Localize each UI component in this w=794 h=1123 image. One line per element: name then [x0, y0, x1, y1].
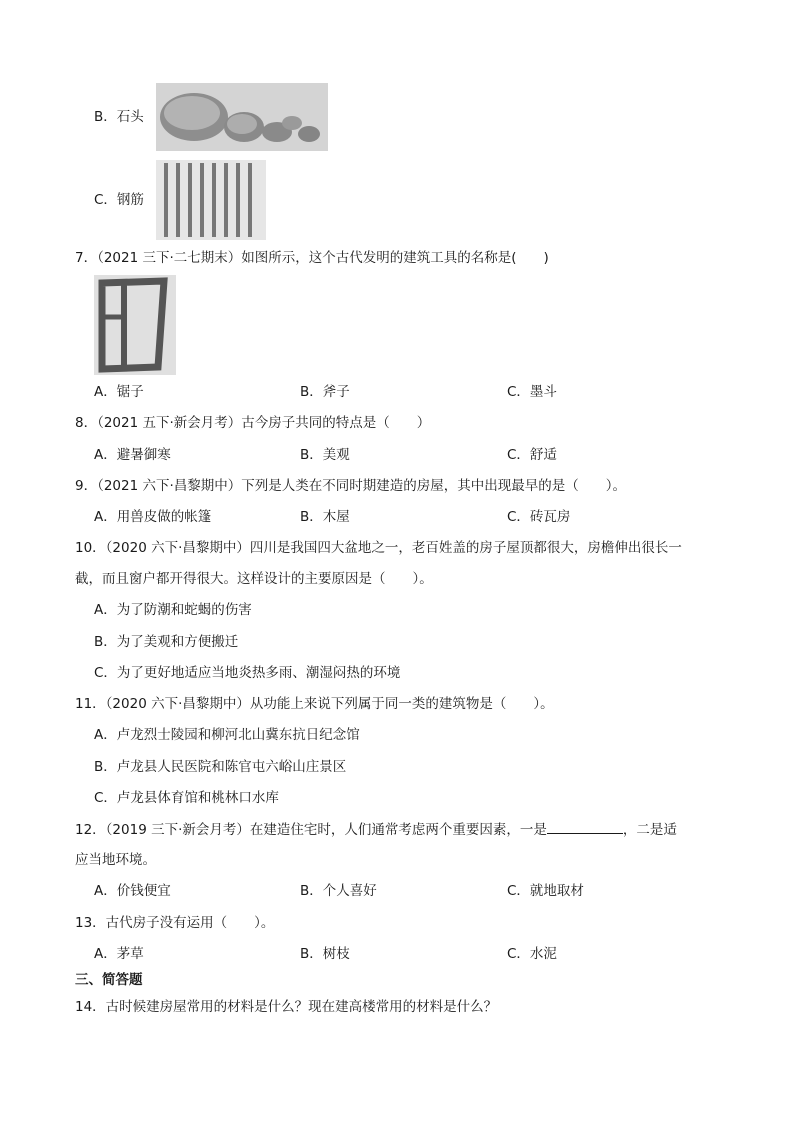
q14-stem: 14．古时候建房屋常用的材料是什么？现在建高楼常用的材料是什么？: [75, 999, 498, 1015]
q10-stem-line2: 截，而且窗户都开得很大。这样设计的主要原因是（ ）。: [75, 571, 433, 587]
q10-option-a: A．为了防潮和蛇蝎的伤害: [94, 602, 252, 618]
q11-option-c: C．卢龙县体育馆和桃林口水库: [94, 790, 279, 806]
q12-option-c: C．就地取材: [507, 883, 584, 899]
q9-option-b: B．木屋: [300, 509, 350, 525]
q12-option-a: A．价钱便宜: [94, 883, 171, 899]
q7-option-c: C．墨斗: [507, 384, 557, 400]
q7-option-a: A．锯子: [94, 384, 144, 400]
q12-answer-blank: [547, 819, 623, 834]
rebar-image: [156, 160, 266, 244]
q11-option-a: A．卢龙烈士陵园和柳河北山冀东抗日纪念馆: [94, 727, 360, 743]
q9-stem: 9．（2021 六下·昌黎期中）下列是人类在不同时期建造的房屋，其中出现最早的是（ ）。: [75, 478, 627, 494]
q13-stem: 13．古代房子没有运用（ ）。: [75, 915, 275, 931]
q12-stem-line1: [75, 819, 677, 840]
q13-option-b: B．树枝: [300, 946, 350, 962]
q8-option-a: A．避暑御寒: [94, 447, 171, 463]
section-title-short-answer: 三、简答题: [75, 972, 143, 988]
q11-stem: 11．（2020 六下·昌黎期中）从功能上来说下列属于同一类的建筑物是（ ）。: [75, 696, 554, 712]
q9-option-c: C．砖瓦房: [507, 509, 571, 525]
q7-option-b: B．斧子: [300, 384, 350, 400]
q8-option-b: B．美观: [300, 447, 350, 463]
q13-option-a: A．茅草: [94, 946, 144, 962]
q13-option-c: C．水泥: [507, 946, 557, 962]
q6-option-b: B．石头: [94, 109, 144, 125]
stones-image: [156, 83, 328, 155]
q9-option-a: A．用兽皮做的帐篷: [94, 509, 212, 525]
q11-option-b: B．卢龙县人民医院和陈官屯六峪山庄景区: [94, 759, 347, 775]
q8-stem: 8．（2021 五下·新会月考）古今房子共同的特点是（ ）: [75, 415, 431, 431]
q6-option-c: C．钢筋: [94, 192, 144, 208]
q12-stem-before: 12．（2019 三下·新会月考）在建造住宅时，人们通常考虑两个重要因素，一是: [75, 822, 547, 838]
q12-stem-line2: 应当地环境。: [75, 852, 156, 868]
q10-option-b: B．为了美观和方便搬迁: [94, 634, 239, 650]
q10-stem-line1: 10．（2020 六下·昌黎期中）四川是我国四大盆地之一，老百姓盖的房子屋顶都很大，房檐伸出很长一: [75, 540, 682, 556]
q7-stem: 7．（2021 三下·二七期末）如图所示，这个古代发明的建筑工具的名称是( ): [75, 250, 549, 266]
q10-option-c: C．为了更好地适应当地炎热多雨、潮湿闷热的环境: [94, 665, 401, 681]
q8-option-c: C．舒适: [507, 447, 557, 463]
q12-stem-after: ，二是适: [622, 822, 677, 838]
carpentry-tool-image: [94, 275, 176, 379]
q12-option-b: B．个人喜好: [300, 883, 377, 899]
